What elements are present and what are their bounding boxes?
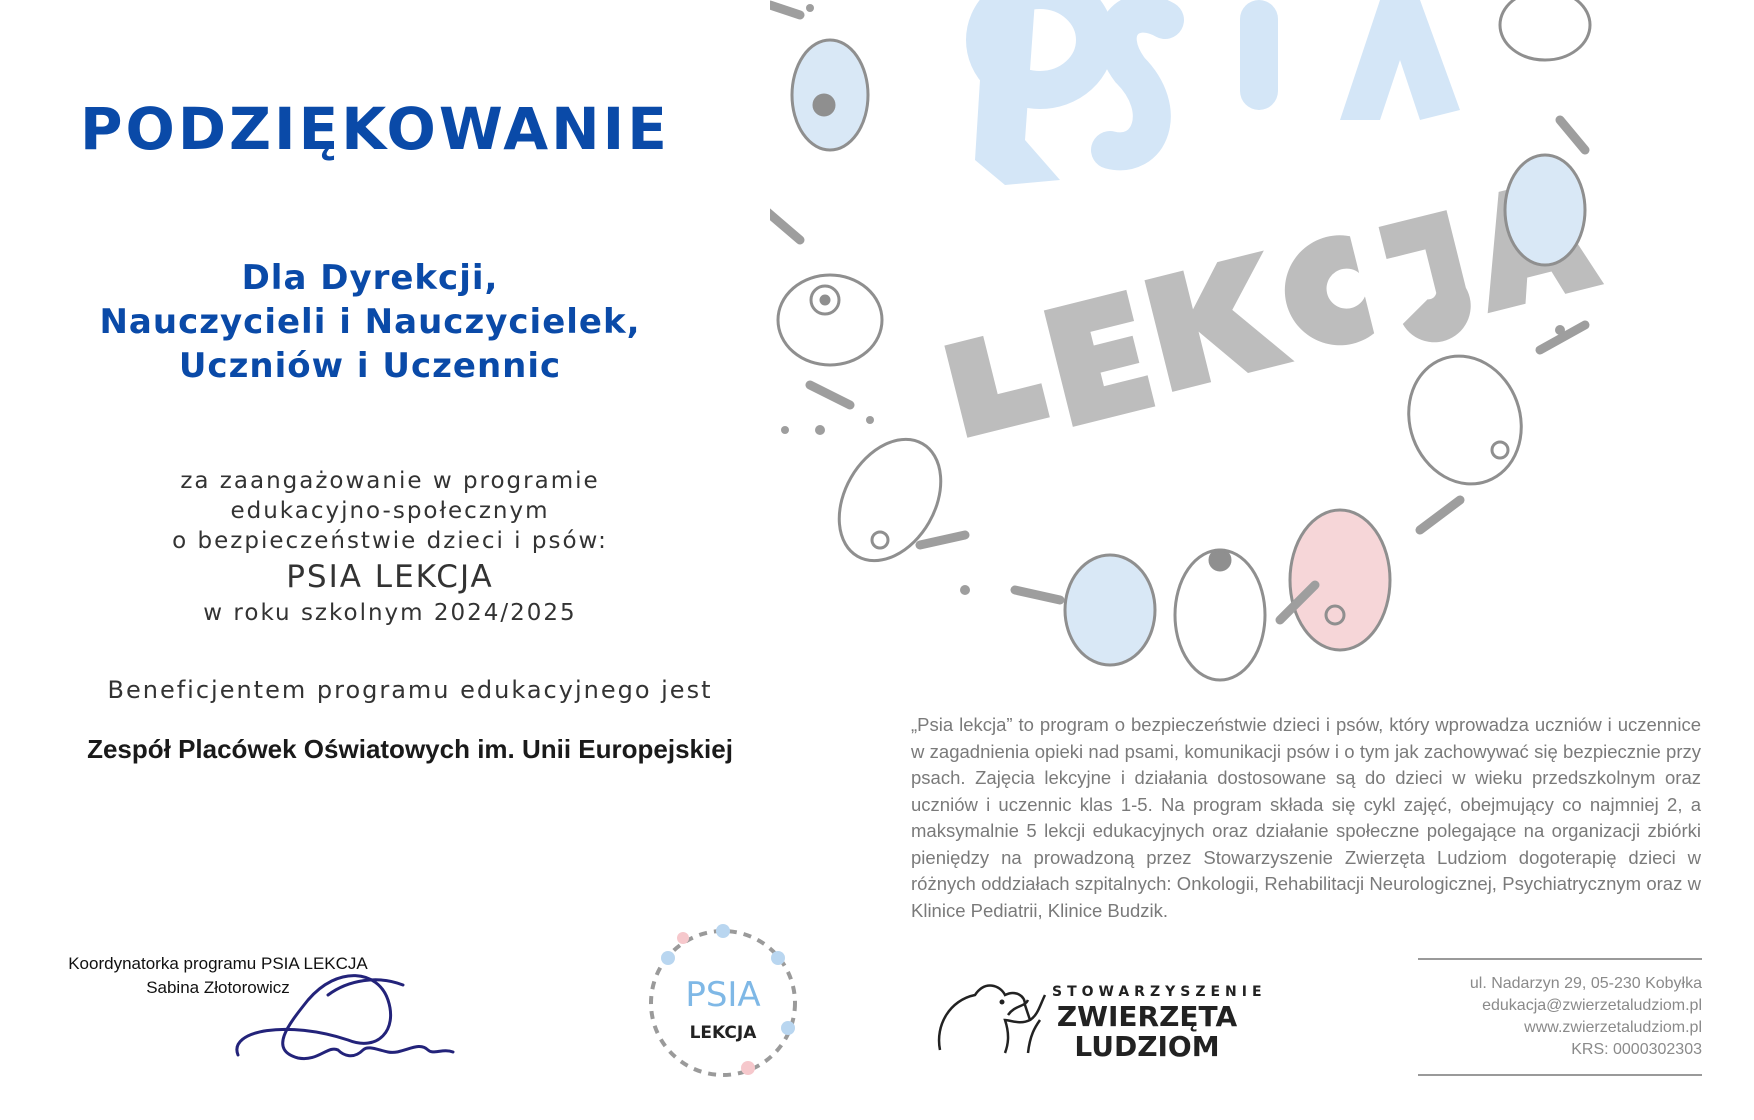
contact-block: [1380, 973, 1702, 1061]
organization-name-line: LUDZIOM: [1074, 1030, 1220, 1063]
contact-top-divider: [1418, 958, 1702, 960]
commitment-block: [90, 466, 690, 628]
beneficiary-label: Beneficjentem programu edukacyjnego jest: [107, 676, 713, 704]
program-description: „Psia lekcja” to program o bezpieczeństwie dzieci i psów, który wprowadza uczniów i uczennice w zagadnienia opieki nad psami, komunikacji psów i o tym jak zachowywać się bezpiecznie przy psach. Zajęcia lekcyjne i działania dostosowane są do dzieci w wieku przedszkolnym oraz uczniów i uczennic klas 1-5. Na program składa się cykl zajęć, obejmujący co najmniej 2, a maksymalnie 5 lekcji edukacyjnych oraz działanie społeczne polegające na organizacji zbiórki pieniędzy na prowadzoną przez Stowarzyszenie Zwierzęta Ludziom dogoterapię dzieci w różnych oddziałach szpitalnych: Onkologii, Rehabilitacji Neurologicznej, Psychiatrycznym oraz w Klinice Pediatrii, Klinice Budzik.: [911, 714, 1701, 921]
organization-name: [1052, 1002, 1242, 1062]
big-psia-letters: [975, 0, 1460, 185]
program-name: PSIA LEKCJA: [286, 559, 494, 595]
recipient-line: Nauczycieli i Nauczycielek,: [99, 302, 641, 342]
coordinator-role: Koordynatorka programu PSIA LEKCJA: [68, 954, 368, 973]
organization-name-line: ZWIERZĘTA: [1056, 1000, 1238, 1033]
beneficiary-school: Zespół Placówek Oświatowych im. Unii Europejskiej: [87, 734, 733, 764]
contact-address: ul. Nadarzyn 29, 05-230 Kobyłka: [1469, 975, 1702, 992]
commitment-line: o bezpieczeństwie dzieci i psów:: [172, 528, 608, 554]
recipient-line: Uczniów i Uczennic: [178, 346, 562, 386]
recipient-line: Dla Dyrekcji,: [241, 258, 499, 298]
contact-email: edukacja@zwierzetaludziom.pl: [1482, 997, 1702, 1014]
logo-top-text: PSIA: [685, 975, 761, 1015]
commitment-line: za zaangażowanie w programie: [180, 468, 600, 494]
coordinator-name: Sabina Złotorowicz: [146, 978, 290, 997]
commitment-line: edukacyjno-społecznym: [230, 498, 550, 524]
school-year: w roku szkolnym 2024/2025: [203, 600, 577, 626]
page-title: PODZIĘKOWANIE: [80, 95, 670, 163]
organization-prefix: STOWARZYSZENIE: [1052, 984, 1267, 1000]
psia-lekcja-logo: [638, 918, 808, 1088]
contact-website: www.zwierzetaludziom.pl: [1524, 1019, 1702, 1036]
organization-logo-dog-hands-icon: [930, 975, 1050, 1055]
psia-lekcja-background-illustration: [770, 0, 1754, 700]
logo-bottom-text: LEKCJA: [689, 1023, 757, 1043]
contact-krs: KRS: 0000302303: [1571, 1041, 1702, 1058]
handwritten-signature: [228, 960, 468, 1070]
contact-bottom-divider: [1418, 1074, 1702, 1076]
recipients-block: [40, 256, 700, 388]
